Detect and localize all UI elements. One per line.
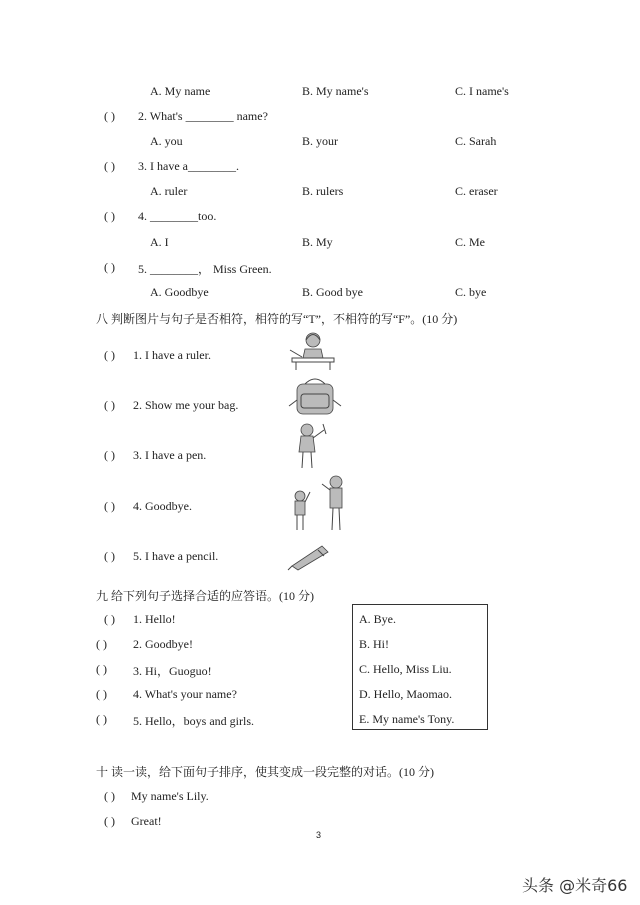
page-number: 3 [316, 830, 322, 840]
answer-blank[interactable]: ( ) [96, 712, 107, 726]
dialogue-line-2: Great! [131, 814, 162, 828]
section-10-heading: 十 读一读，给下面句子排序，使其变成一段完整的对话。(10 分) [96, 765, 434, 779]
answer-blank[interactable]: ( ) [96, 662, 107, 676]
girl-holding-pen-icon [292, 422, 332, 470]
answer-blank[interactable]: ( ) [104, 814, 115, 828]
question-text: 5. ________， Miss Green. [138, 262, 272, 276]
option-a: A. ruler [150, 184, 188, 198]
option-c: C. I name's [455, 84, 509, 98]
option-a: A. I [150, 235, 169, 249]
answer-blank[interactable]: ( ) [104, 448, 115, 462]
option-a: A. My name [150, 84, 211, 98]
sentence-4: 4. What's your name? [133, 687, 237, 701]
answer-blank[interactable]: ( ) [104, 789, 115, 803]
option-b: B. your [302, 134, 338, 148]
option-c: C. Sarah [455, 134, 497, 148]
option-a: A. you [150, 134, 183, 148]
girl-at-desk-icon [288, 330, 338, 370]
option-c: C. bye [455, 285, 487, 299]
answer-choices-box [352, 604, 488, 730]
sentence-3: 3. Hi，Guoguo! [133, 664, 212, 678]
watermark: 头条 @米奇66 [522, 876, 628, 895]
answer-choice-d: D. Hello, Maomao. [359, 687, 452, 701]
answer-blank[interactable]: ( ) [104, 109, 115, 123]
answer-blank[interactable]: ( ) [104, 398, 115, 412]
option-b: B. My [302, 235, 333, 249]
answer-choice-b: B. Hi! [359, 637, 389, 651]
answer-choice-e: E. My name's Tony. [359, 712, 455, 726]
option-a: A. Goodbye [150, 285, 209, 299]
answer-blank[interactable]: ( ) [104, 348, 115, 362]
option-c: C. eraser [455, 184, 498, 198]
option-b: B. rulers [302, 184, 344, 198]
answer-blank[interactable]: ( ) [104, 260, 115, 274]
question-text: 4. ________too. [138, 209, 217, 223]
sentence-5: 5. Hello，boys and girls. [133, 714, 254, 728]
answer-blank[interactable]: ( ) [104, 159, 115, 173]
answer-blank[interactable]: ( ) [104, 549, 115, 563]
option-b: B. My name's [302, 84, 369, 98]
answer-blank[interactable]: ( ) [96, 637, 107, 651]
question-text: 3. I have a________. [138, 159, 239, 173]
option-b: B. Good bye [302, 285, 363, 299]
answer-choice-c: C. Hello, Miss Liu. [359, 662, 452, 676]
sentence-2: 2. Goodbye! [133, 637, 193, 651]
dialogue-line-1: My name's Lily. [131, 789, 209, 803]
answer-blank[interactable]: ( ) [104, 499, 115, 513]
answer-blank[interactable]: ( ) [104, 209, 115, 223]
two-children-waving-icon [290, 474, 350, 534]
statement-1: 1. I have a ruler. [133, 348, 211, 362]
section-9-heading: 九 给下列句子选择合适的应答语。(10 分) [96, 589, 314, 603]
school-bag-icon [287, 376, 343, 416]
question-text: 2. What's ________ name? [138, 109, 268, 123]
answer-blank[interactable]: ( ) [104, 612, 115, 626]
pen-icon [288, 540, 332, 570]
statement-4: 4. Goodbye. [133, 499, 192, 513]
answer-choice-a: A. Bye. [359, 612, 396, 626]
option-c: C. Me [455, 235, 485, 249]
answer-blank[interactable]: ( ) [96, 687, 107, 701]
section-8-heading: 八 判断图片与句子是否相符，相符的写“T”，不相符的写“F”。(10 分) [96, 312, 458, 326]
sentence-1: 1. Hello! [133, 612, 176, 626]
statement-2: 2. Show me your bag. [133, 398, 239, 412]
statement-5: 5. I have a pencil. [133, 549, 219, 563]
statement-3: 3. I have a pen. [133, 448, 207, 462]
